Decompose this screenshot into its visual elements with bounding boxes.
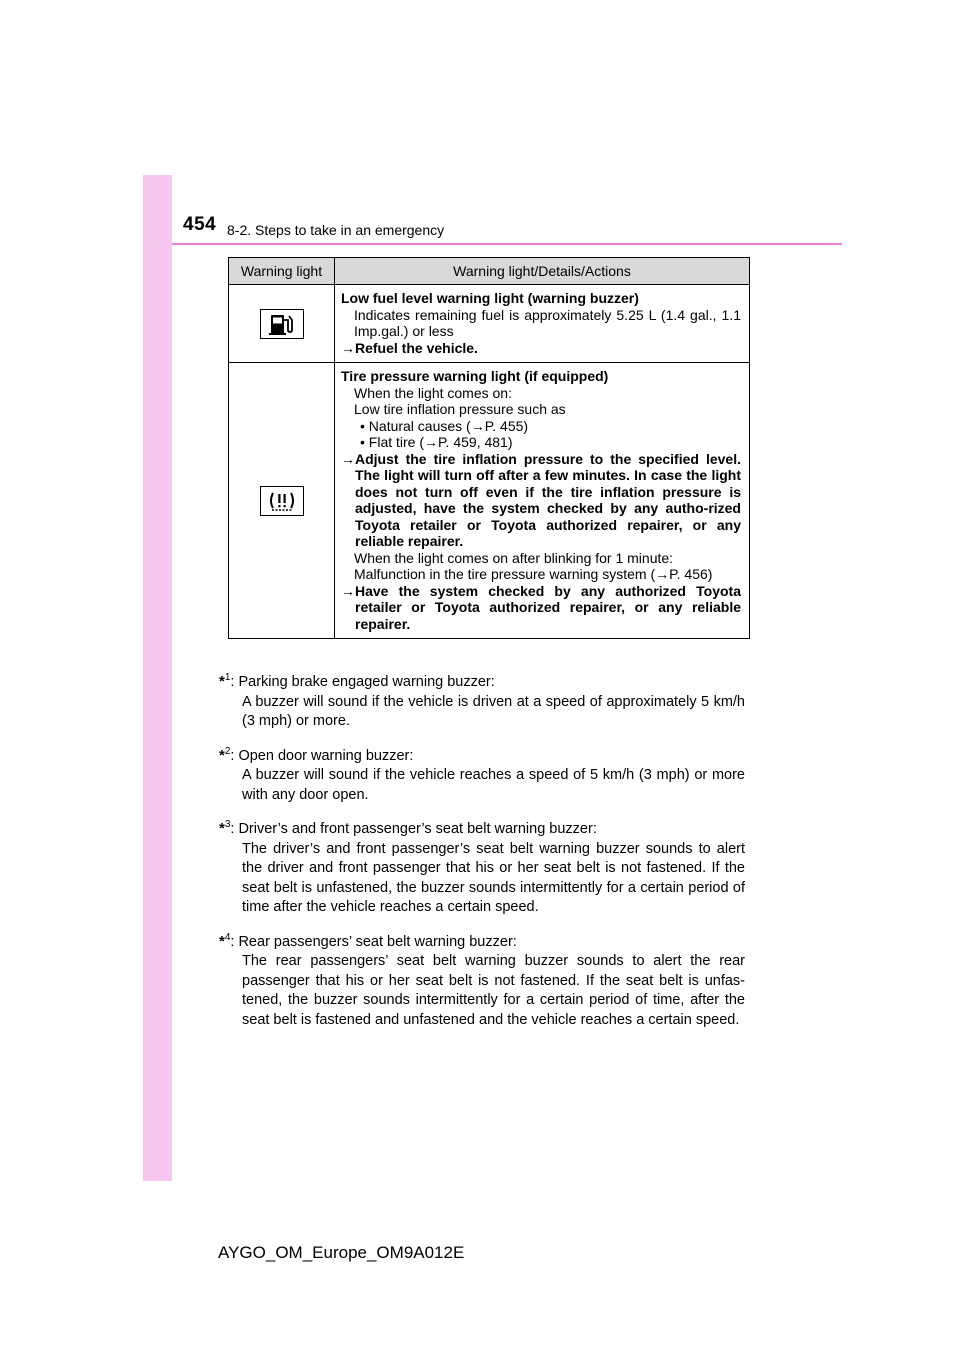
footnote-label: : Rear passengers’ seat belt warning buzzer: bbox=[230, 933, 517, 950]
header-divider bbox=[172, 243, 842, 245]
footnote-marker: *$^4$ bbox=[219, 931, 231, 950]
footnote-1 bbox=[219, 668, 745, 732]
section-title: 8-2. Steps to take in an emergency bbox=[227, 222, 445, 238]
icon-cell bbox=[229, 363, 335, 639]
action-text: Have the system checked by any authorized Toyota retailer or Toyota authorized repairer, or any reliable repairer. bbox=[355, 582, 741, 632]
page-number: 454 bbox=[183, 214, 217, 235]
footnote-marker: *$^3$ bbox=[219, 819, 231, 837]
action-line bbox=[341, 451, 741, 550]
footnote-marker: *$^2$ bbox=[219, 745, 231, 764]
footnote-text: A buzzer will sound if the vehicle reaches a speed of 5 km/h (3 mph) or more with any door open. bbox=[242, 767, 745, 803]
footnote-label: : Parking brake engaged warning buzzer: bbox=[230, 674, 495, 690]
low-pressure-text: Low tire inflation pressure such as bbox=[354, 401, 566, 417]
row-description: Indicates remaining fuel is approximately 5.25 L (1.4 gal., 1.1 Imp.gal.) or less bbox=[354, 306, 741, 339]
arrow-icon: → bbox=[341, 582, 355, 599]
footnote-label: : Driver’s and front passenger’s seat belt warning buzzer: bbox=[230, 821, 597, 837]
arrow-icon: → bbox=[341, 339, 355, 356]
row-title: Low fuel level warning light (warning buzzer) bbox=[341, 290, 639, 306]
bullet-item: • Flat tire (→P. 459, 481) bbox=[360, 434, 513, 450]
footnotes bbox=[219, 668, 745, 1040]
action-text: Adjust the tire inflation pressure to the specified level. The light will turn off after a few minutes. In case the light does not turn off even if the tire inflation pressure is adjusted, have the system checked by any autho-rized Toyota retailer or Toyota authorized repairer, or any reliable repairer. bbox=[355, 450, 741, 549]
blink-on-text: When the light comes on after blinking for 1 minute: bbox=[354, 549, 674, 566]
warning-light-table bbox=[228, 257, 750, 639]
tire-pressure-icon bbox=[260, 486, 304, 516]
column-header-warning-light: Warning light bbox=[229, 258, 335, 285]
action-line bbox=[341, 583, 741, 633]
icon-cell bbox=[229, 285, 335, 363]
footnote-3 bbox=[219, 815, 745, 918]
table-row bbox=[229, 363, 750, 639]
footnote-4 bbox=[219, 928, 745, 1031]
footnote-marker: *$^1$ bbox=[219, 672, 231, 690]
action-text: Refuel the vehicle. bbox=[355, 339, 478, 356]
details-cell bbox=[335, 285, 750, 363]
action-line bbox=[341, 340, 741, 357]
when-on-text: When the light comes on: bbox=[354, 384, 512, 401]
fuel-pump-icon bbox=[260, 309, 304, 339]
footnote-text: The rear passengers’ seat belt warning buzzer sounds to alert the rear passenger that his or her seat belt is not fastened. If the seat belt is unfas-tened, the buzzer sounds intermittently for a certain period of time, after the seat belt is fastened and unfastened and the vehicle reaches a certain speed. bbox=[242, 953, 745, 1028]
footnote-text: A buzzer will sound if the vehicle is driven at a speed of approximately 5 km/h (3 mph) or more. bbox=[242, 693, 745, 729]
footnote-2 bbox=[219, 742, 745, 806]
arrow-icon: → bbox=[341, 450, 355, 467]
side-color-band bbox=[143, 175, 172, 1181]
bullet-item: • Natural causes (→P. 455) bbox=[360, 417, 529, 434]
table-row bbox=[229, 285, 750, 363]
details-cell bbox=[335, 363, 750, 639]
row-title: Tire pressure warning light (if equipped) bbox=[341, 368, 609, 384]
malfunction-text: Malfunction in the tire pressure warning system (→P. 456) bbox=[354, 566, 713, 582]
footnote-text: The driver’s and front passenger’s seat belt warning buzzer sounds to alert the driver and front passenger that his or her seat belt is not fastened. If the seat belt is unfastened, the buzzer sounds intermittently for a certain period of time after the vehicle reaches a certain speed. bbox=[242, 840, 745, 915]
footnote-label: : Open door warning buzzer: bbox=[230, 747, 414, 764]
document-id: AYGO_OM_Europe_OM9A012E bbox=[218, 1243, 465, 1262]
column-header-details: Warning light/Details/Actions bbox=[335, 258, 750, 285]
table-header-row bbox=[229, 258, 750, 285]
